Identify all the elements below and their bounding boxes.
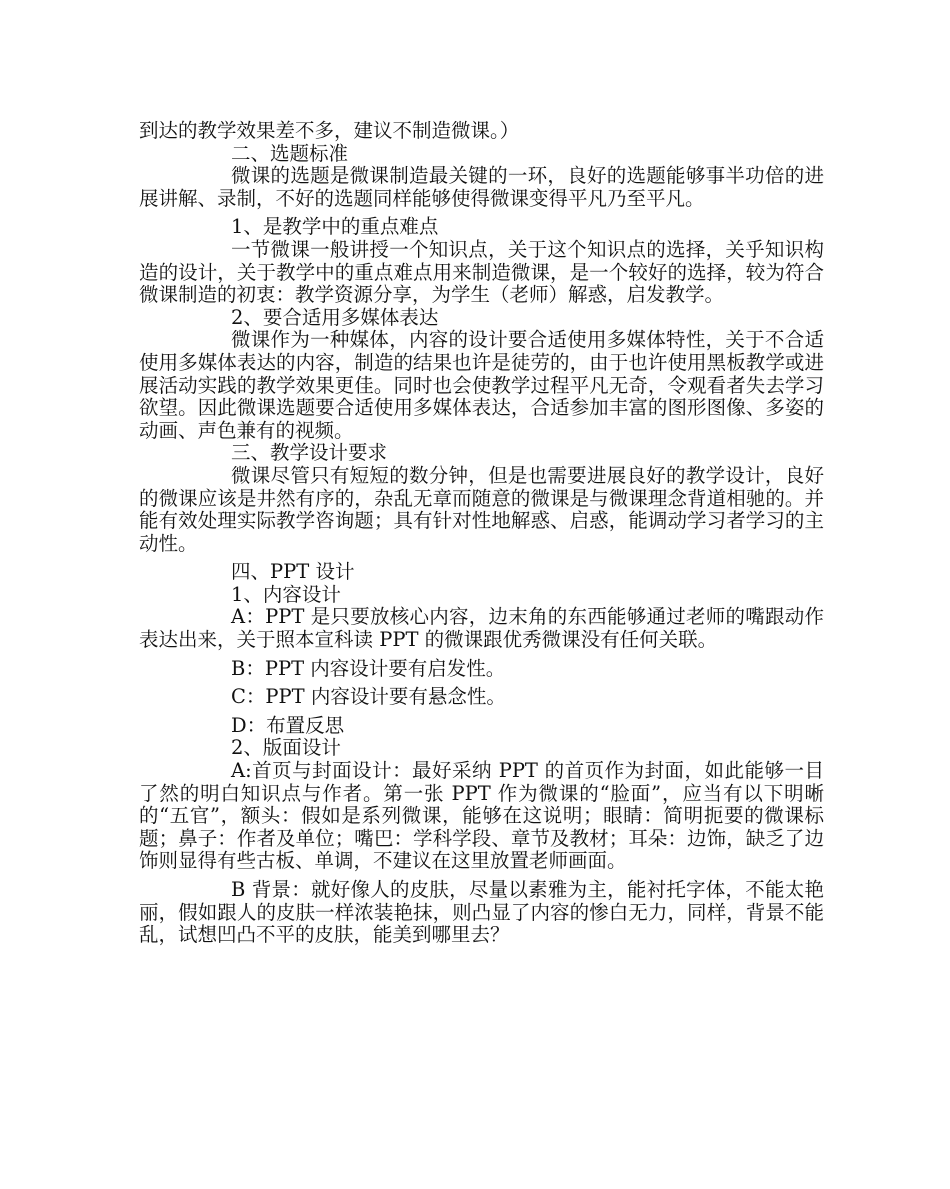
paragraph-multimedia: 微课作为一种媒体，内容的设计要合适使用多媒体特性，关于不合适使用多媒体表达的内容，制造的结果也许是徒劳的，由于也许使用黑板教学或进展活动实践的教学效果更佳。同时也会使教学过程平凡无奇，令观看者失去学习欲望。因此微课选题要合适使用多媒体表达，合适参加丰富的图形图像、多姿的动画、声色兼有的视频。 — [139, 328, 824, 442]
heading-topic-standard: 二、选题标准 — [231, 141, 349, 165]
paragraph-content-a: A：PPT 是只要放核心内容，边末角的东西能够通过老师的嘴跟动作表达出来，关于照本宣科读 PPT 的微课跟优秀微课没有任何关联。 — [139, 605, 824, 652]
paragraph-content-b: B：PPT 内容设计要有启发性。 — [231, 656, 506, 680]
paragraph-layout-a: A:首页与封面设计：最好采纳 PPT 的首页作为封面，如此能够一目了然的明白知识点与作者。第一张 PPT 作为微课的“脸面”，应当有以下明晰的“五官”，额头：假如是系列微课，能够在这说明；眼睛：简明扼要的微课标题；鼻子：作者及单位；嘴巴：学科学段、章节及教材；耳朵：边饰，缺乏了边饰则显得有些古板、单调，不建议在这里放置老师画面。 — [139, 759, 824, 873]
paragraph-layout-b: B 背景：就好像人的皮肤，尽量以素雅为主，能衬托字体，不能太艳丽，假如跟人的皮肤一样浓装艳抹，则凸显了内容的惨白无力，同样，背景不能乱，试想凹凸不平的皮肤，能美到哪里去？ — [139, 878, 824, 947]
paragraph-teaching-design: 微课尽管只有短短的数分钟，但是也需要进展良好的教学设计，良好的微课应该是井然有序的，杂乱无章而随意的微课是与微课理念背道相驰的。并能有效处理实际教学咨询题；具有针对性地解惑、启惑，能调动学习者学习的主动性。 — [139, 463, 824, 555]
paragraph-content-c: C：PPT 内容设计要有悬念性。 — [231, 685, 506, 709]
paragraph-key-points: 一节微课一般讲授一个知识点，关于这个知识点的选择，关乎知识构造的设计，关于教学中的重点难点用来制造微课，是一个较好的选择，较为符合微课制造的初衷：教学资源分享，为学生（老师）解惑，启发教学。 — [139, 237, 824, 307]
subheading-multimedia: 2、要合适用多媒体表达 — [231, 305, 439, 329]
subheading-layout-design: 2、版面设计 — [231, 736, 341, 760]
paragraph-topic-intro: 微课的选题是微课制造最关键的一环，良好的选题能够事半功倍的进展讲解、录制，不好的选题同样能够使得微课变得平凡乃至平凡。 — [139, 164, 824, 210]
paragraph-continuation: 到达的教学效果差不多，建议不制造微课。） — [139, 119, 520, 142]
heading-ppt-design: 四、PPT 设计 — [231, 560, 355, 584]
paragraph-content-d: D：布置反思 — [231, 713, 345, 737]
subheading-content-design: 1、内容设计 — [231, 582, 341, 606]
subheading-key-points: 1、是教学中的重点难点 — [231, 215, 439, 239]
document-body — [139, 120, 824, 947]
heading-teaching-design: 三、教学设计要求 — [231, 441, 388, 465]
